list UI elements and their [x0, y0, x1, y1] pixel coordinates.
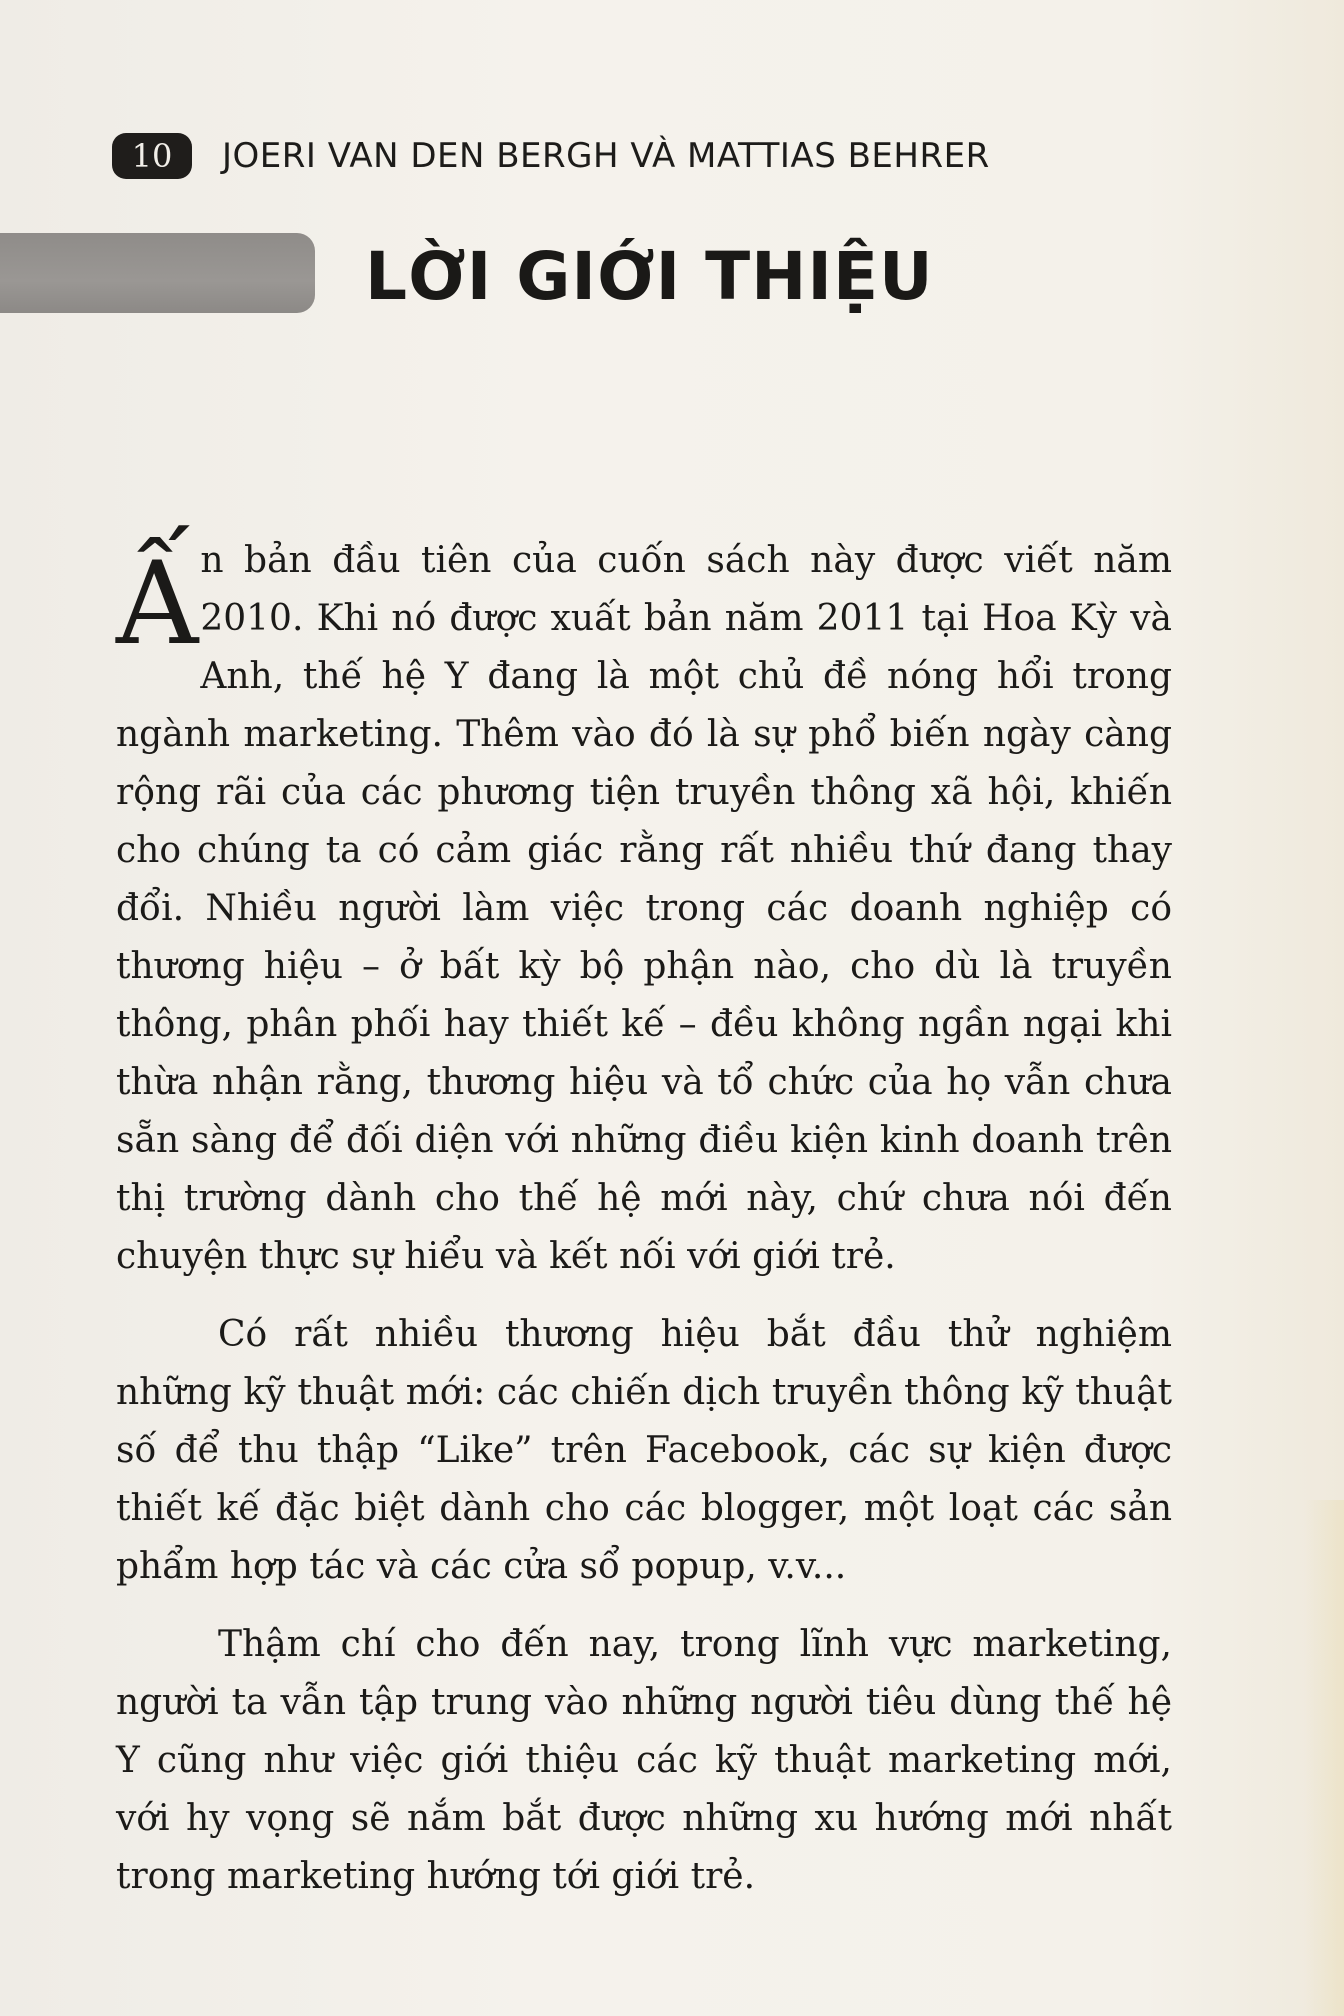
paragraph-1	[116, 532, 1172, 1286]
running-header	[112, 128, 990, 184]
paragraph-3: Thậm chí cho đến nay, trong lĩnh vực marketing, người ta vẫn tập trung vào những người tiêu dùng thế hệ Y cũng như việc giới thiệu các kỹ thuật marketing mới, với hy vọng sẽ nắm bắt được những xu hướng mới nhất trong marketing hướng tới giới trẻ.	[116, 1624, 1172, 1897]
paragraph-1-text: n bản đầu tiên của cuốn sách này được viết năm 2010. Khi nó được xuất bản năm 2011 tại Hoa Kỳ và Anh, thế hệ Y đang là một chủ đề nóng hổi trong ngành marketing. Thêm vào đó là sự phổ biến ngày càng rộng rãi của các phương tiện truyền thông xã hội, khiến cho chúng ta có cảm giác rằng rất nhiều thứ đang thay đổi. Nhiều người làm việc trong các doanh nghiệp có thương hiệu – ở bất kỳ bộ phận nào, cho dù là truyền thông, phân phối hay thiết kế – đều không ngần ngại khi thừa nhận rằng, thương hiệu và tổ chức của họ vẫn chưa sẵn sàng để đối diện với những điều kiện kinh doanh trên thị trường dành cho thế hệ mới này, chứ chưa nói đến chuyện thực sự hiểu và kết nối với giới trẻ.	[116, 540, 1172, 1277]
running-header-authors: JOERI VAN DEN BERGH VÀ MATTIAS BEHRER	[222, 136, 990, 176]
page-number: 10	[112, 133, 192, 179]
page-edge-shade	[1304, 1500, 1344, 2016]
chapter-title: LỜI GIỚI THIỆU	[365, 238, 934, 315]
chapter-title-bar	[0, 233, 315, 313]
paragraph-2: Có rất nhiều thương hiệu bắt đầu thử nghiệm những kỹ thuật mới: các chiến dịch truyền thông kỹ thuật số để thu thập “Like” trên Facebook, các sự kiện được thiết kế đặc biệt dành cho các blogger, một loạt các sản phẩm hợp tác và các cửa sổ popup, v.v...	[116, 1314, 1172, 1587]
drop-cap: Ấ	[116, 537, 199, 670]
body-text	[116, 532, 1172, 1906]
